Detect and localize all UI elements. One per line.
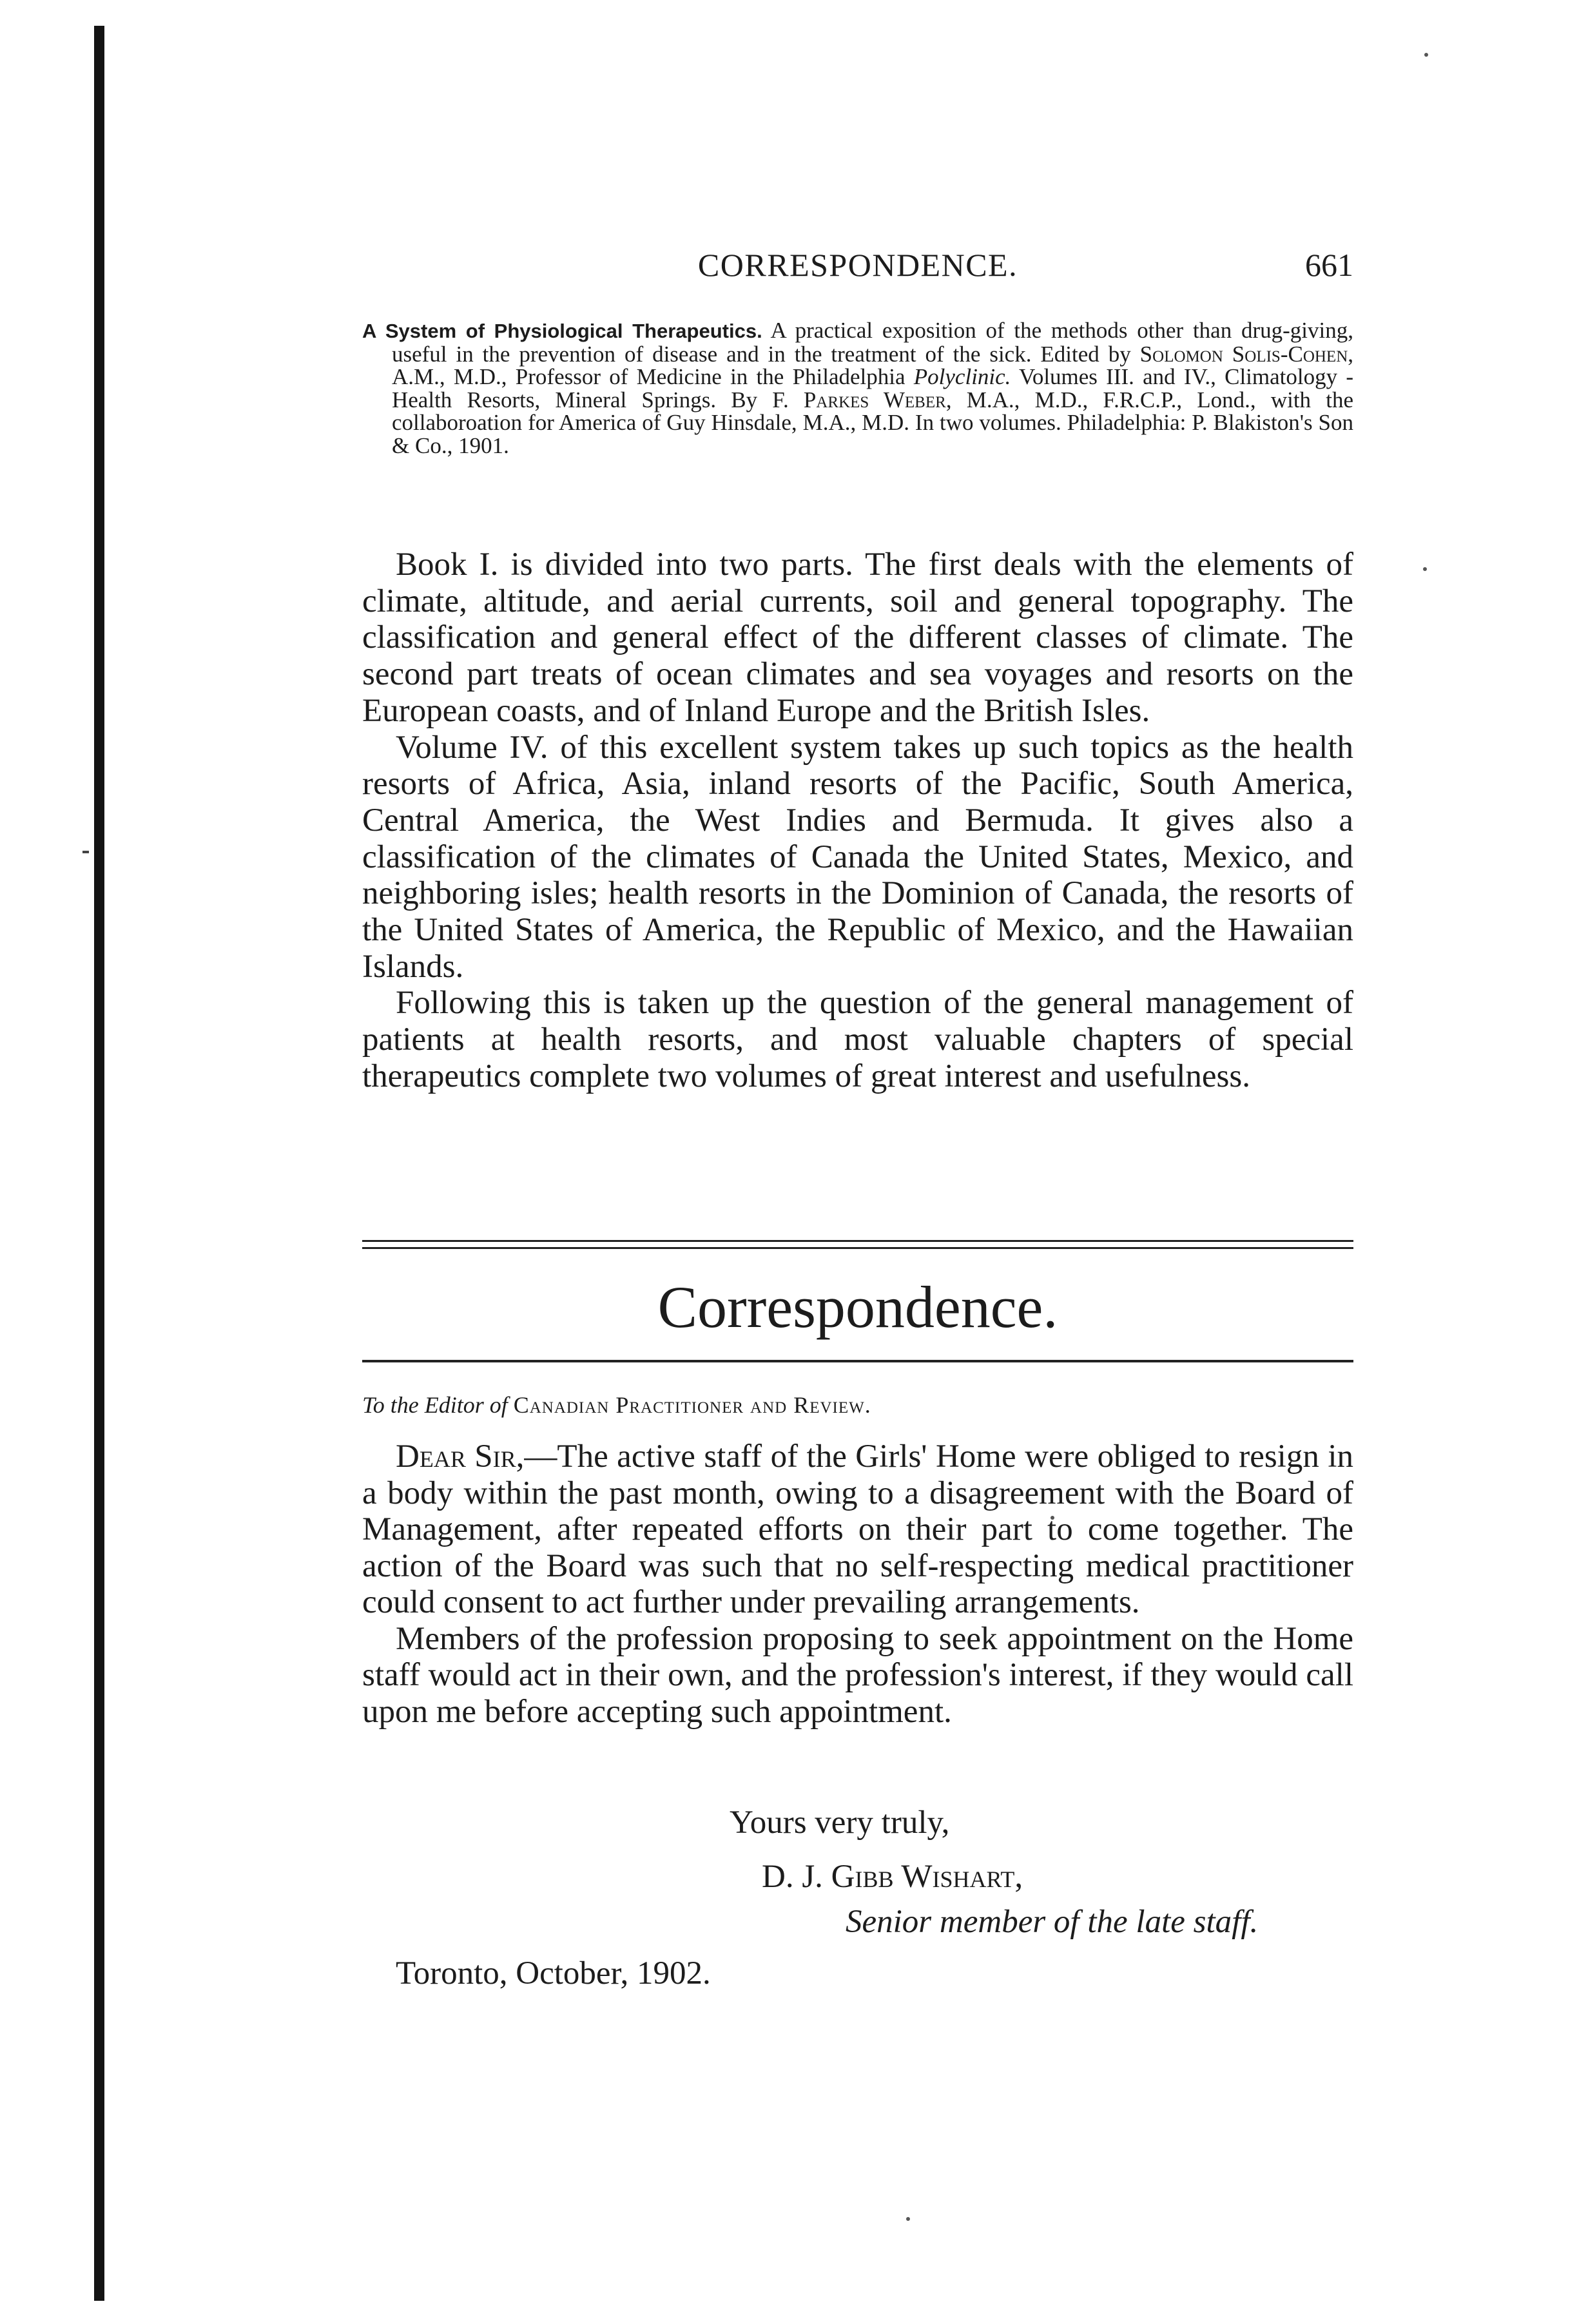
review-paragraph: Book I. is divided into two parts. The first deals with the elements of climate, altitude, and aerial currents, soil and general topography. The classification and general effect of the different classes of climate. The second part treats of ocean climates and sea voyages and resorts on the European coasts, and of Inland Europe and the British Isles.	[362, 547, 1353, 729]
closing-phrase: Yours very truly,	[730, 1805, 950, 1841]
letter-paragraph: Dear Sir,—The active staff of the Girls' Home were obliged to resign in a body within the past month, owing to a disagreement with the Board of Management, after repeated efforts on their part to come together. The action of the Board was such that no self-respecting medical practitioner could consent to act further under prevailing arrangements.	[362, 1438, 1353, 1620]
letter-greeting: Dear Sir,	[396, 1438, 525, 1475]
review-paragraph: Following this is taken up the question of the general management of patients at health resorts, and most valuable chapters of special therapeutics complete two volumes of great interest and usefulness.	[362, 985, 1353, 1094]
citation-text: Volumes III. and IV., Climatology - Health Resorts, Mineral Springs. By F.	[392, 364, 1354, 412]
double-rule-divider	[362, 1240, 1353, 1249]
citation-journal: Polyclinic.	[913, 364, 1011, 389]
signature-name: D. J. Gibb Wishart,	[762, 1859, 1023, 1895]
letter-paragraph-text: The active staff of the Girls' Home were obliged to resign in a body within the past month, owing to a disagreement with the Board of Management, after repeated efforts on their part to come together. The action of the Board was such that no self-respecting medical practitioner could consent to act further under prevailing arrangements.	[362, 1438, 1353, 1620]
running-title: CORRESPONDENCE.	[697, 247, 1018, 283]
review-paragraph: Volume IV. of this excellent system takes up such topics as the health resorts of Africa, Asia, inland resorts of the Pacific, South America, Central America, the West Indies and Bermuda. It gives also a classification of the climates of Canada the United States, Mexico, and neighboring isles; health resorts in the Dominion of Canada, the resorts of the United States of America, the Republic of Mexico, and the Hawaiian Islands.	[362, 729, 1353, 985]
heading-rule	[362, 1360, 1353, 1362]
citation-text: , M.A., M.D., F.R.C.P., Lond., with the collaboroation for America of Guy Hinsdale, M.A., M.D. In two volumes. Philadelphia: P. Blakiston's Son & Co., 1901.	[392, 387, 1354, 458]
scan-speck	[906, 2217, 910, 2221]
binding-edge	[94, 26, 104, 2301]
dateline: Toronto, October, 1902.	[396, 1955, 711, 1991]
citation-text: A practical exposition of the methods other than drug-giving, useful in the prevention of disease and in the treatment of the sick. Edited by	[392, 318, 1353, 367]
letter-body	[362, 1438, 1353, 1730]
salutation-journal: Canadian Practitioner and Review.	[513, 1392, 871, 1418]
salutation	[362, 1392, 1353, 1418]
review-citation	[362, 319, 1353, 457]
citation-author: Parkes Weber	[803, 387, 946, 412]
review-body	[362, 547, 1353, 1095]
letter-paragraph: Members of the profession proposing to seek appointment on the Home staff would act in their own, and the profession's interest, if they would call upon me before accepting such appointment.	[362, 1620, 1353, 1730]
scan-speck	[1423, 567, 1427, 571]
citation-text: , A.M., M.D., Professor of Medicine in the Philadelphia	[392, 341, 1354, 389]
scan-speck	[1424, 53, 1428, 57]
salutation-prefix: To the Editor of	[362, 1392, 508, 1418]
running-head	[362, 246, 1353, 285]
page-number: 661	[1305, 247, 1353, 283]
review-book-title: A System of Physiological Therapeutics.	[362, 320, 762, 342]
citation-editor: Solomon Solis-Cohen	[1139, 341, 1348, 367]
section-heading: Correspondence.	[657, 1274, 1058, 1340]
signature-title: Senior member of the late staff.	[846, 1904, 1259, 1940]
